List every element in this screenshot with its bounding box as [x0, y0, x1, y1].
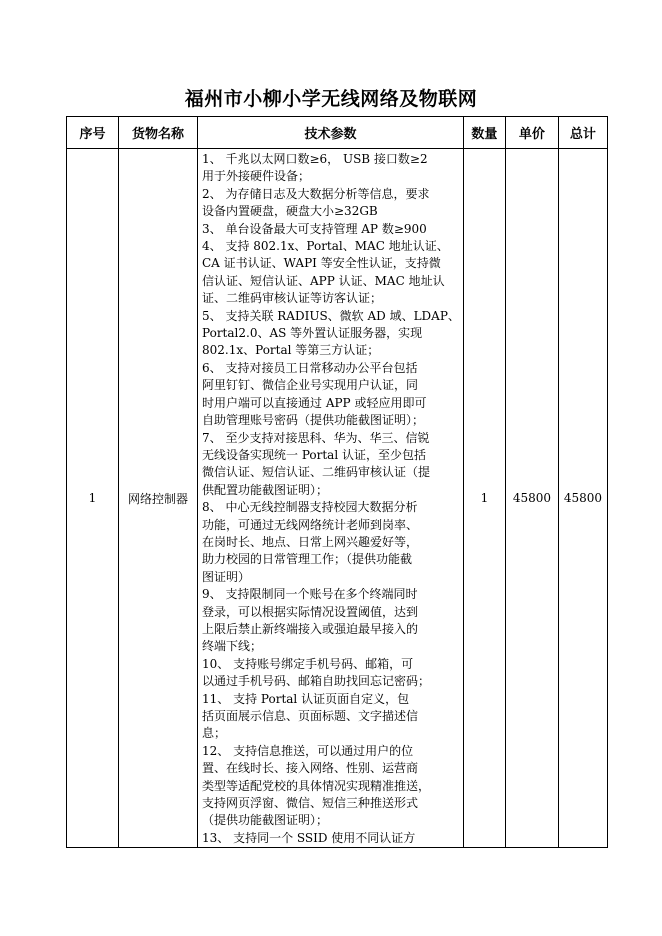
- spec-line: 1、 千兆以太网口数≥6， USB 接口数≥2: [202, 152, 428, 166]
- header-spec: 技术参数: [198, 117, 464, 149]
- header-total: 总计: [558, 117, 607, 149]
- spec-line: 功能，可通过无线网络统计老师到岗率、: [202, 517, 419, 532]
- spec-line: 供配置功能截图证明）；: [202, 482, 329, 497]
- spec-line: CA 证书认证、WAPI 等安全性认证，支持微: [202, 256, 441, 271]
- spec-line: 7、 至少支持对接思科、华为、华三、信锐: [202, 430, 430, 445]
- cell-unit-price: 45800: [505, 149, 558, 848]
- header-qty: 数量: [463, 117, 505, 149]
- table-row: [67, 149, 608, 848]
- spec-line: Portal2.0、AS 等外置认证服务器，实现: [202, 326, 423, 341]
- spec-line: 5、 支持关联 RADIUS、微软 AD 域、LDAP、: [202, 308, 460, 323]
- cell-total: 45800: [558, 149, 607, 848]
- cell-index: 1: [67, 149, 119, 848]
- spec-line: 终端下线；: [202, 639, 263, 654]
- spec-line: 信认证、短信认证、APP 认证、MAC 地址认: [202, 273, 445, 288]
- spec-line: 在岗时长、地点、日常上网兴趣爱好等，: [202, 534, 419, 549]
- spec-line: 证、二维码审核认证等访客认证；: [202, 291, 383, 306]
- document-title: 福州市小柳小学无线网络及物联网: [184, 88, 478, 110]
- spec-line: 括页面展示信息、页面标题、文字描述信: [202, 709, 419, 723]
- spec-line: 3、 单台设备最大可支持管理 AP 数≥900: [202, 221, 427, 236]
- spec-line: 6、 支持对接员工日常移动办公平台包括: [202, 360, 418, 375]
- spec-line: 用于外接硬件设备；: [202, 169, 311, 184]
- spec-lines: [202, 151, 460, 847]
- spec-line: 无线设备实现统一 Portal 认证，至少包括: [202, 447, 426, 462]
- spec-line: 类型等适配党校的具体情况实现精准推送，: [202, 778, 431, 793]
- spec-line: （提供功能截图证明）；: [202, 813, 329, 828]
- spec-line: 8、 中心无线控制器支持校园大数据分析: [202, 500, 418, 515]
- spec-line: 息；: [202, 726, 227, 741]
- spec-line: 自助管理账号密码（提供功能截图证明）；: [202, 413, 425, 428]
- cell-item: 网络控制器: [119, 149, 198, 848]
- cell-qty: 1: [463, 149, 505, 848]
- header-item: 货物名称: [119, 117, 198, 149]
- spec-line: 4、 支持 802.1x、Portal、MAC 地址认证、: [202, 239, 449, 254]
- spec-line: 9、 支持限制同一个账号在多个终端同时: [202, 587, 418, 602]
- spec-line: 以通过手机号码、邮箱自助找回忘记密码；: [202, 674, 431, 689]
- spec-line: 2、 为存储日志及大数据分析等信息，要求: [202, 186, 430, 201]
- spec-line: 802.1x、Portal 等第三方认证；: [202, 343, 380, 358]
- spec-line: 上限后禁止新终端接入或强迫最早接入的: [202, 621, 419, 636]
- spec-line: 13、 支持同一个 SSID 使用不同认证方: [202, 830, 416, 845]
- spec-line: 设备内置硬盘，硬盘大小≥32GB: [202, 204, 378, 219]
- spec-line: 置、在线时长、接入网络、性别、运营商: [202, 761, 419, 776]
- procurement-table: [66, 116, 608, 848]
- spec-line: 11、 支持 Portal 认证页面自定义，包: [202, 691, 410, 706]
- header-index: 序号: [67, 117, 119, 149]
- spec-line: 支持网页浮窗、微信、短信三种推送形式: [202, 796, 419, 811]
- header-unit-price: 单价: [505, 117, 558, 149]
- spec-line: 微信认证、短信认证、二维码审核认证（提: [202, 465, 431, 480]
- spec-line: 阿里钉钉、微信企业号实现用户认证，同: [202, 378, 419, 393]
- spec-line: 12、 支持信息推送，可以通过用户的位: [202, 743, 414, 758]
- spec-line: 登录，可以根据实际情况设置阈值，达到: [202, 604, 419, 619]
- cell-spec: [198, 149, 464, 848]
- spec-line: 时用户端可以直接通过 APP 或轻应用即可: [202, 395, 427, 410]
- table-header-row: [67, 117, 608, 149]
- spec-line: 助力校园的日常管理工作；（提供功能截: [202, 552, 413, 567]
- spec-line: 图证明）: [202, 569, 251, 584]
- spec-line: 10、 支持账号绑定手机号码、邮箱，可: [202, 656, 414, 671]
